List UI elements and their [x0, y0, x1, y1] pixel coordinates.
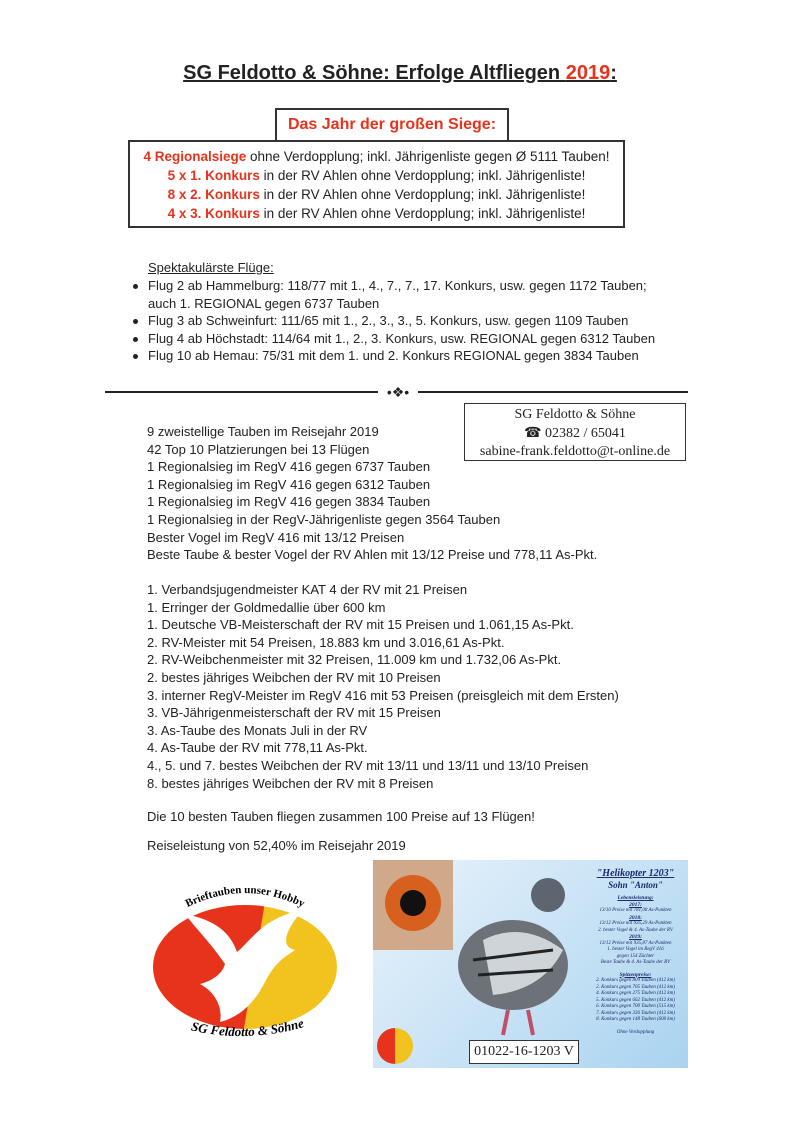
- list-item: Flug 4 ab Höchstadt: 114/64 mit 1., 2., 3. Konkurs, usw. REGIONAL gegen 6312 Tauben: [130, 330, 670, 348]
- list-item: 1. Verbandsjugendmeister KAT 4 der RV mit 21 Preisen: [147, 582, 468, 597]
- list-item: 9 zweistellige Tauben im Reisejahr 2019: [147, 424, 379, 439]
- pigeon-eye-photo: [373, 860, 453, 950]
- highlight-line: 4 Regionalsiege ohne Verdopplung; inkl. Jährigenliste gegen Ø 5111 Tauben!: [143, 149, 610, 164]
- pigeon-card-text: "Helikopter 1203" Sohn "Anton" Lebensleistung: 2017: 13/10 Preise mit 781,08 As-Punkten 2018: 13/12 Preise mit 935,29 As-Punkten 2. bester Vogel & 4. As-Taube der RV 2019: 13/12 Preise mit 935,87 As-Punkten 1. bester Vogel im RegV 416 gegen 154 Züchter Beste Taube & 4. As-Taube der RV Spitzenpreise: 2. Konkurs gegen 809 Tauben (412 km) 2. Konkurs gegen 705 Tauben (412 km) 4. Konkurs gegen 275 Tauben (412 km) 5. Konkurs gegen 662 Tauben (412 km) 6. Konkurs gegen 700 Tauben (515 km) 7. Konkurs gegen 336 Tauben (412 km) 8. Konkurs gegen 148 Tauben (600 km) Ohne Verdopplung: [596, 868, 675, 1035]
- list-item: Flug 2 ab Hammelburg: 118/77 mit 1., 4., 7., 7., 17. Konkurs, usw. gegen 1172 Tauben; auch 1. REGIONAL gegen 6737 Tauben: [130, 277, 670, 312]
- list-item: 3. interner RegV-Meister im RegV 416 mit 53 Preisen (preisgleich mit dem Ersten): [147, 687, 619, 703]
- flights-heading: Spektakulärste Flüge:: [148, 260, 274, 275]
- list-item: 3. As-Taube des Monats Juli in der RV: [147, 722, 368, 738]
- title-year: 2019: [565, 62, 611, 84]
- club-logo: [145, 872, 345, 1052]
- subtitle-box: Das Jahr der großen Siege:: [275, 108, 509, 142]
- list-item: 4., 5. und 7. bestes Weibchen der RV mit 13/11 und 13/11 und 13/10 Preisen: [147, 757, 589, 773]
- list-item: 2. RV-Weibchenmeister mit 32 Preisen, 11.009 km und 1.732,06 As-Pkt.: [147, 652, 562, 668]
- list-item: 1 Regionalsieg im RegV 416 gegen 6737 Tauben: [147, 459, 431, 475]
- list-item: Flug 3 ab Schweinfurt: 111/65 mit 1., 2., 3., 3., 5. Konkurs, usw. gegen 1109 Tauben: [130, 312, 670, 330]
- list-item: 8. bestes jähriges Weibchen der RV mit 8 Preisen: [147, 775, 434, 791]
- summary-performance: Reiseleistung von 52,40% im Reisejahr 2019: [147, 838, 406, 853]
- list-item: 42 Top 10 Platzierungen bei 13 Flügen: [147, 441, 370, 457]
- contact-email: sabine-frank.feldotto@t-online.de: [479, 444, 671, 459]
- highlight-line: 8 x 2. Konkurs in der RV Ahlen ohne Verdopplung; inkl. Jährigenliste!: [167, 187, 586, 202]
- list-item: Flug 10 ab Hemau: 75/31 mit dem 1. und 2. Konkurs REGIONAL gegen 3834 Tauben: [130, 347, 670, 365]
- list-item: 2. bestes jähriges Weibchen der RV mit 10 Preisen: [147, 669, 441, 685]
- list-item: 1 Regionalsieg in der RegV-Jährigenliste gegen 3564 Tauben: [147, 511, 501, 527]
- contact-phone: ☎ 02382 / 65041: [524, 425, 626, 441]
- svg-text:SG Feldotto & Söhne: SG Feldotto & Söhne: [189, 1015, 306, 1040]
- list-item: 4. As-Taube der RV mit 778,11 As-Pkt.: [147, 740, 368, 756]
- page-title: SG Feldotto & Söhne: Erfolge Altfliegen 2019:: [183, 62, 617, 84]
- ornament-icon: •❖•: [378, 384, 418, 400]
- list-item: 1. Erringer der Goldmedallie über 600 km: [147, 599, 386, 615]
- list-item: 1 Regionalsieg im RegV 416 gegen 6312 Tauben: [147, 476, 431, 492]
- summary-prizes: Die 10 besten Tauben fliegen zusammen 100 Preise auf 13 Flügen!: [147, 809, 535, 824]
- highlight-line: 4 x 3. Konkurs in der RV Ahlen ohne Verdopplung; inkl. Jährigenliste!: [167, 206, 586, 221]
- pigeon-photo: [453, 870, 588, 1040]
- pigeon-card: [373, 860, 688, 1068]
- list-item: 2. RV-Meister mit 54 Preisen, 18.883 km und 3.016,61 As-Pkt.: [147, 634, 505, 650]
- list-item: Bester Vogel im RegV 416 mit 13/12 Preisen: [147, 529, 405, 545]
- svg-text:Brieftauben unser Hobby: Brieftauben unser Hobby: [183, 883, 307, 910]
- flights-list: [130, 277, 670, 365]
- stats-list: [147, 423, 597, 564]
- list-item: 3. VB-Jährigenmeisterschaft der RV mit 15 Preisen: [147, 705, 441, 721]
- ring-number: 01022-16-1203 V: [469, 1040, 579, 1064]
- list-item: Beste Taube & bester Vogel der RV Ahlen mit 13/12 Preise und 778,11 As-Pkt.: [147, 547, 598, 563]
- titles-list: [147, 581, 619, 792]
- list-item: 1. Deutsche VB-Meisterschaft der RV mit 15 Preisen und 1.061,15 As-Pkt.: [147, 617, 574, 633]
- list-item: 1 Regionalsieg im RegV 416 gegen 3834 Tauben: [147, 494, 431, 510]
- highlight-line: 5 x 1. Konkurs in der RV Ahlen ohne Verdopplung; inkl. Jährigenliste!: [167, 168, 586, 183]
- contact-name: SG Feldotto & Söhne: [514, 407, 636, 422]
- mini-logo-icon: [377, 1028, 413, 1064]
- highlights-box: [128, 140, 625, 228]
